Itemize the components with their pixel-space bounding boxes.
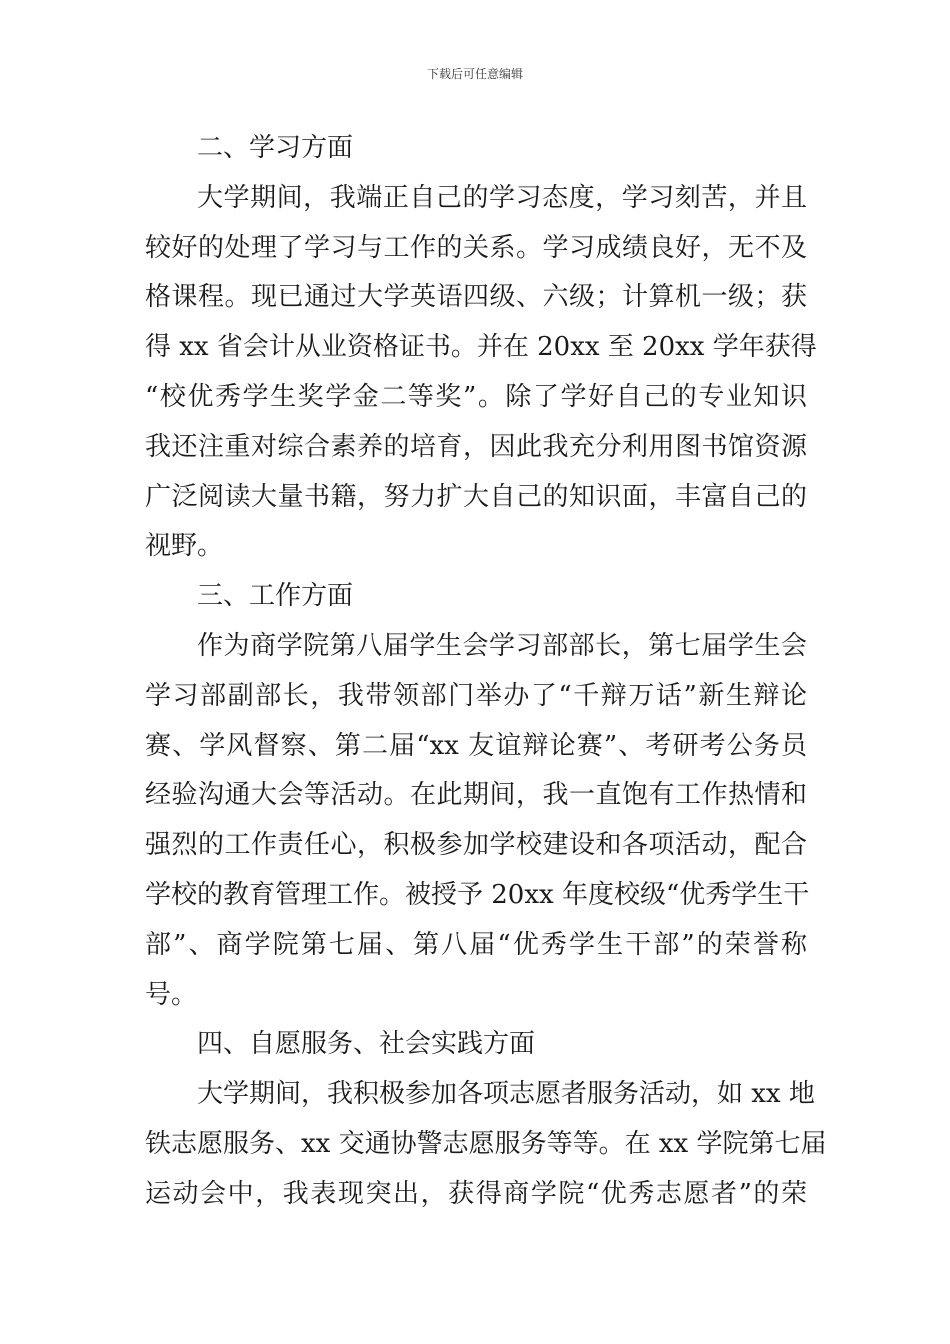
paragraph-line: 作为商学院第八届学生会学习部部长，第七届学生会 (197, 630, 807, 661)
paragraph-line: 强烈的工作责任心，积极参加学校建设和各项活动，配合 (145, 830, 807, 861)
section-heading: 四、自愿服务、社会实践方面 (197, 1029, 536, 1060)
paragraph-line: 视野。 (145, 531, 224, 562)
paragraph-line: 大学期间，我积极参加各项志愿者服务活动，如 xx 地 (197, 1079, 815, 1110)
paragraph-line: 号。 (145, 979, 198, 1010)
paragraph-line: “校优秀学生奖学金二等奖”。除了学好自己的专业知识 (145, 381, 807, 412)
paragraph-line: 大学期间，我端正自己的学习态度，学习刻苦，并且 (197, 182, 807, 213)
paragraph-line: 格课程。现已通过大学英语四级、六级；计算机一级；获 (145, 282, 807, 313)
paragraph-line: 学校的教育管理工作。被授予 20xx 年度校级“优秀学生干 (145, 879, 810, 910)
paragraph-line: 铁志愿服务、xx 交通协警志愿服务等等。在 xx 学院第七届 (145, 1128, 827, 1159)
paragraph-line: 广泛阅读大量书籍，努力扩大自己的知识面，丰富自己的 (145, 481, 807, 512)
paragraph-line: 我还注重对综合素养的培育，因此我充分利用图书馆资源 (145, 431, 807, 462)
paragraph-line: 赛、学风督察、第二届“xx 友谊辩论赛”、考研考公务员 (145, 730, 807, 761)
paragraph-line: 较好的处理了学习与工作的关系。学习成绩良好，无不及 (145, 232, 807, 263)
section-heading: 三、工作方面 (197, 581, 354, 612)
section-heading: 二、学习方面 (197, 133, 354, 163)
paragraph-line: 部”、商学院第七届、第八届“优秀学生干部”的荣誉称 (145, 929, 807, 960)
document-body (145, 124, 827, 1220)
page-header: 下载后可任意编辑 (426, 67, 523, 81)
paragraph-line: 运动会中，我表现突出，获得商学院“优秀志愿者”的荣 (145, 1178, 807, 1209)
paragraph-line: 经验沟通大会等活动。在此期间，我一直饱有工作热情和 (145, 780, 807, 811)
paragraph-line: 得 xx 省会计从业资格证书。并在 20xx 至 20xx 学年获得 (145, 332, 817, 363)
paragraph-line: 学习部副部长，我带领部门举办了“千辩万话”新生辩论 (145, 680, 807, 711)
